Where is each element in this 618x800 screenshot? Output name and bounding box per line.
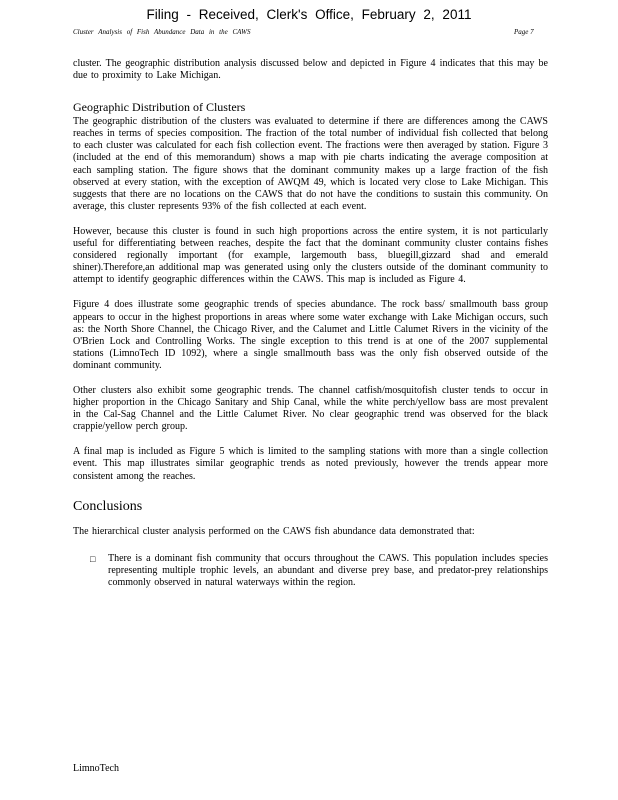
intro-paragraph: cluster. The geographic distribution analysis discussed below and depicted in Figure 4 indicates that this may be due to proximity to Lake Michigan. bbox=[73, 58, 548, 82]
paragraph-geo-5: A final map is included as Figure 5 which is limited to the sampling stations with more than a single collection event. This map illustrates similar geographic trends as noted previously, however the trends appear more consistent among the reaches. bbox=[73, 446, 548, 482]
paragraph-geo-3: Figure 4 does illustrate some geographic trends of species abundance. The rock bass/ smallmouth bass group appears to occur in the highest proportions in areas where some water exchange with Lake Michigan occurs, such as: the North Shore Channel, the Chicago River, and the Calumet and Little Calumet Rivers in the vicinity of the O'Brien Lock and Controlling Works. The single exception to this trend is at one of the 2007 supplemental stations (LimnoTech ID 1092), where a single smallmouth bass was the only fish observed outside of the dominant community. bbox=[73, 299, 548, 371]
paragraph-conclusions-intro: The hierarchical cluster analysis performed on the CAWS fish abundance data demonstrated that: bbox=[73, 525, 475, 537]
bullet-box-icon: □ bbox=[90, 553, 96, 564]
bullet-text: There is a dominant fish community that occurs throughout the CAWS. This population includes species representing multiple trophic levels, an abundant and diverse prey base, and predator-prey relationships commonly observed in natural waterways within the region. bbox=[108, 552, 548, 588]
bullet-item bbox=[90, 553, 548, 589]
paragraph-geo-1: The geographic distribution of the clusters was evaluated to determine if there are differences among the CAWS reaches in terms of species composition. The fraction of the total number of individual fish collected that belong to each cluster was calculated for each fish collection event. The fractions were then averaged by station. Figure 3 (included at the end of this memorandum) shows a map with pie charts indicating the average composition at each sampling station. The figure shows that the dominant community makes up a large fraction of the fish observed at every station, with the exception of AWQM 49, which is located very close to Lake Michigan. This suggests that there are no locations on the CAWS that do not have the conditions to sustain this community. On average, this cluster represents 93% of the fish collected at each event. bbox=[73, 116, 548, 212]
paragraph-geo-4: Other clusters also exhibit some geographic trends. The channel catfish/mosquitofish cluster tends to occur in higher proportion in the Chicago Sanitary and Ship Canal, while the white perch/yellow bass are most prevalent in the Cal-Sag Channel and the Little Calumet River. No clear geographic trend was observed for the black crappie/yellow perch group. bbox=[73, 384, 548, 433]
page-body bbox=[73, 58, 548, 589]
section-heading-conclusions: Conclusions bbox=[73, 498, 143, 514]
footer-company: LimnoTech bbox=[73, 763, 119, 774]
filing-stamp: Filing - Received, Clerk's Office, February 2, 2011 bbox=[146, 7, 472, 22]
paragraph-geo-2: However, because this cluster is found in such high proportions across the entire system, it is not particularly useful for differentiating between reaches, despite the fact that the dominant community cluster contains fishes considered regionally important (for example, largemouth bass, bluegill,gizzard shad and emerald shiner).Therefore,an additional map was generated using only the clusters outside of the dominant community to attempt to identify geographic differences within the CAWS. This map is included as Figure 4. bbox=[73, 225, 548, 286]
page-number: Page 7 bbox=[514, 28, 534, 36]
section-heading-geographic: Geographic Distribution of Clusters bbox=[73, 100, 246, 115]
running-head: Cluster Analysis of Fish Abundance Data in the CAWS bbox=[73, 28, 251, 36]
